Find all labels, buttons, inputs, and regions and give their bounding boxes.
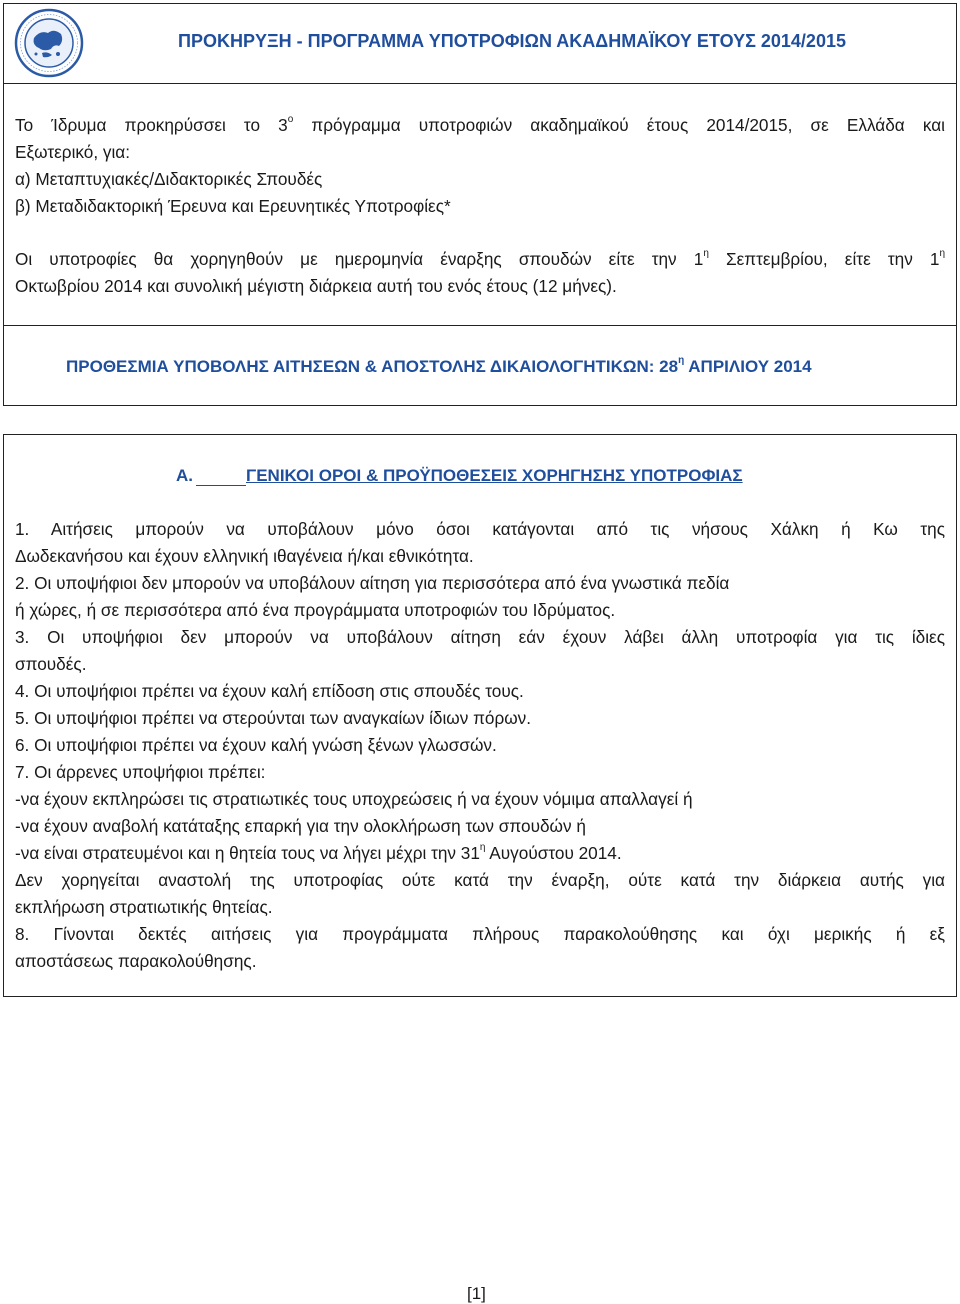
term-3-line-1: 3. Οι υποψήφιοι δεν μπορούν να υποβάλουν αίτηση εάν έχουν λάβει άλλη υποτροφία για τις ίδιες — [15, 627, 945, 647]
term-7-note — [15, 872, 945, 889]
term-3-line-2: σπουδές. — [15, 654, 87, 674]
page-number: [1] — [467, 1284, 486, 1303]
intro-start-dates-line: Οι υποτροφίες θα χορηγηθούν με ημερομηνία έναρξης σπουδών είτε την $1^\eta$ Σεπτεμβρίου, είτε την $1^\eta$ — [15, 248, 946, 269]
term-7-note-line-2: εκπλήρωση στρατιωτικής θητείας. — [15, 897, 273, 917]
intro-line-1: Το Ίδρυμα προκηρύσσει το $3^o$ πρόγραμμα υποτροφιών ακαδημαϊκού έτους 2014/2015, σε Ελλάδα και — [15, 114, 945, 135]
term-7-condition-a: -να έχουν εκπληρώσει τις στρατιωτικές τους υποχρεώσεις ή να έχουν νόμιμα απαλλαγεί ή — [15, 789, 693, 809]
section-title: ΓΕΝΙΚΟΙ ΟΡΟΙ & ΠΡΟΫΠΟΘΕΣΕΙΣ ΧΟΡΗΓΗΣΗΣ ΥΠΟΤΡΟΦΙΑΣ — [246, 466, 743, 485]
term-4: 4. Οι υποψήφιοι πρέπει να έχουν καλή επίδοση στις σπουδές τους. — [15, 681, 524, 701]
deadline-notice: ΠΡΟΘΕΣΜΙΑ ΥΠΟΒΟΛΗΣ ΑΙΤΗΣΕΩΝ & ΑΠΟΣΤΟΛΗΣ ΔΙΚΑΙΟΛΟΓΗΤΙΚΩΝ: $28^\eta$ ΑΠΡΙΛΙΟΥ 2014 — [66, 355, 812, 376]
intro-item-b: β) Μεταδιδακτορική Έρευνα και Ερευνητικές Υποτροφίες* — [15, 196, 451, 216]
term-7: 7. Οι άρρενες υποψήφιοι πρέπει: — [15, 762, 266, 782]
intro-duration-line: Οκτωβρίου 2014 και συνολική μέγιστη διάρκεια αυτή του ενός έτους (12 μήνες). — [15, 276, 617, 296]
term-8-line-1: 8. Γίνονται δεκτές αιτήσεις για προγράμματα πλήρους παρακολούθησης και όχι μερικής ή εξ — [15, 924, 945, 944]
term-7-condition-b: -να έχουν αναβολή κατάταξης επαρκή για την ολοκλήρωση των σπουδών ή — [15, 816, 586, 836]
term-7-condition-c: -να είναι στρατευμένοι και η θητεία τους να λήγει μέχρι την $31^\eta$ Αυγούστου 2014. — [15, 842, 622, 863]
term-3 — [15, 629, 945, 646]
intro-paragraph-1 — [15, 114, 945, 135]
term-8-line-2: αποστάσεως παρακολούθησης. — [15, 951, 257, 971]
document-title: ΠΡΟΚΗΡΥΞΗ - ΠΡΟΓΡΑΜΜΑ ΥΠΟΤΡΟΦΙΩΝ ΑΚΑΔΗΜΑΪΚΟΥ ΕΤΟΥΣ 2014/2015 — [178, 31, 846, 51]
term-1-line-1: 1. Αιτήσεις μπορούν να υποβάλουν μόνο όσοι κατάγονται από τις νήσους Χάλκη ή Κω της — [15, 519, 945, 539]
term-1 — [15, 521, 945, 538]
term-8 — [15, 926, 945, 943]
term-7-note-line-1: Δεν χορηγείται αναστολή της υποτροφίας ούτε κατά την έναρξη, ούτε κατά την διάρκεια αυτής για — [15, 870, 945, 890]
term-2-line-1: 2. Οι υποψήφιοι δεν μπορούν να υποβάλουν αίτηση για περισσότερα από ένα γνωστικά πεδία — [15, 573, 730, 593]
term-6: 6. Οι υποψήφιοι πρέπει να έχουν καλή γνώση ξένων γλωσσών. — [15, 735, 497, 755]
section-heading-underline — [196, 485, 246, 486]
term-2-line-2: ή χώρες, ή σε περισσότερα από ένα προγράμματα υποτροφιών του Ιδρύματος. — [15, 600, 616, 620]
intro-line-2: Εξωτερικό, για: — [15, 142, 130, 162]
section-letter: Α. — [176, 466, 193, 485]
term-5: 5. Οι υποψήφιοι πρέπει να στερούνται των αναγκαίων ίδιων πόρων. — [15, 708, 532, 728]
institution-seal-icon — [14, 8, 84, 78]
term-1-line-2: Δωδεκανήσου και έχουν ελληνική ιθαγένεια ή/και εθνικότητα. — [15, 546, 474, 566]
intro-item-a: α) Μεταπτυχιακές/Διδακτορικές Σπουδές — [15, 169, 323, 189]
intro-paragraph-2 — [15, 248, 946, 269]
